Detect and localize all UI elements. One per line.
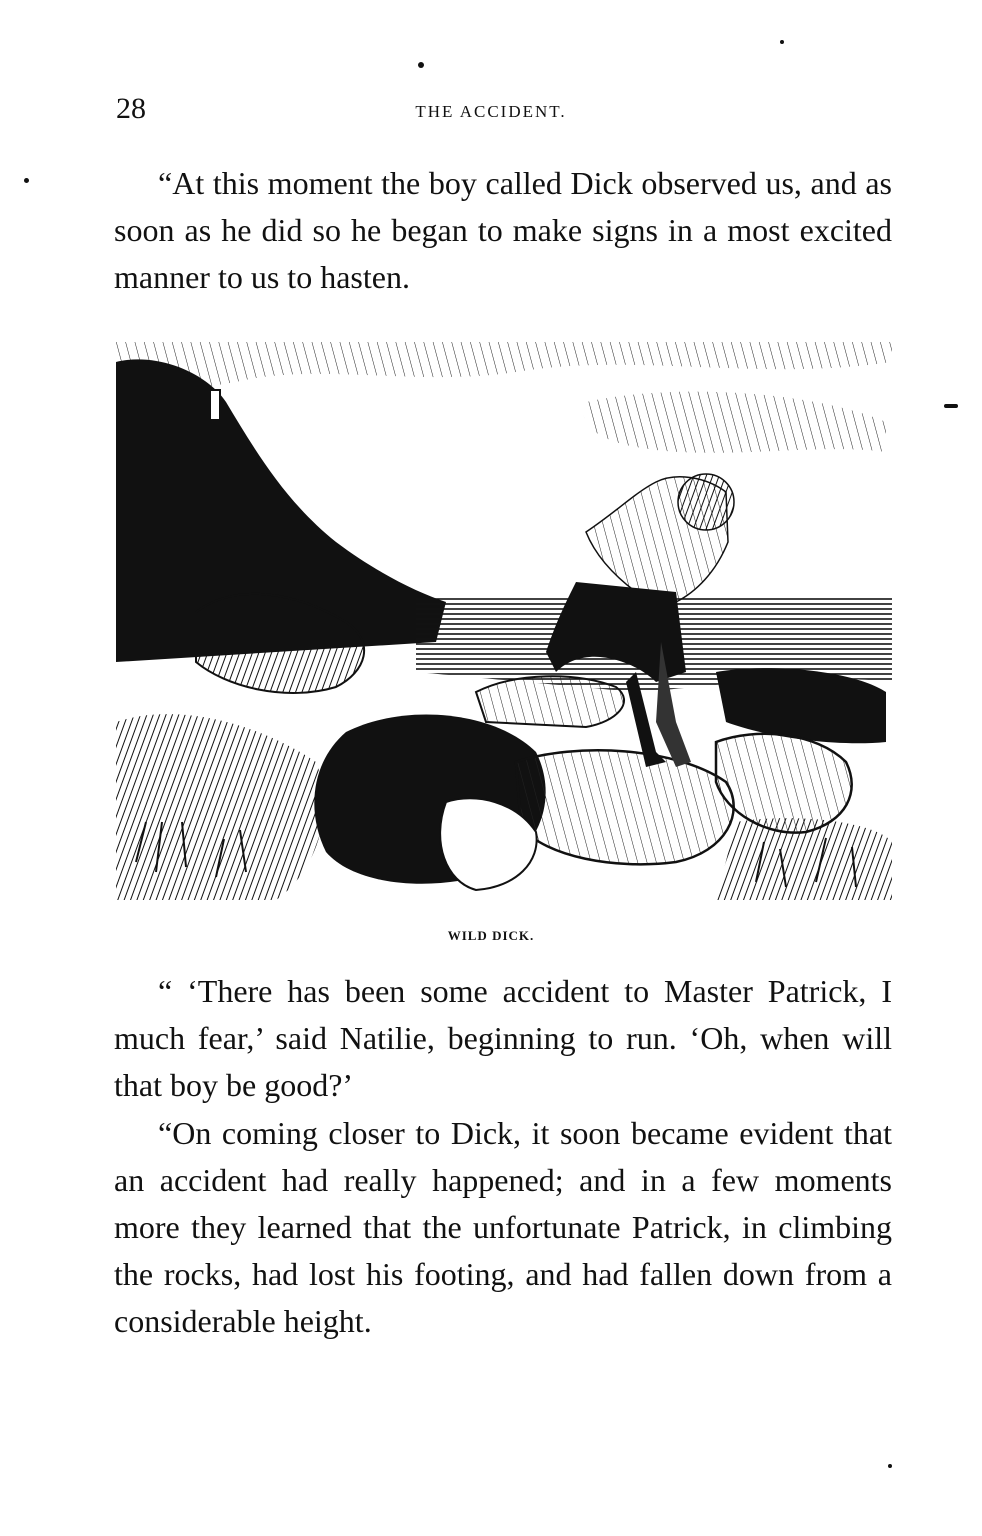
print-speck — [24, 178, 29, 183]
paragraph-3: “On coming closer to Dick, it soon became evident that an accident had really happened; and in a few moments more they learned that the unfortunate Patrick, in climbing the rocks, had lost his footing, and had fallen down from a considerable height. — [114, 1115, 892, 1339]
print-speck — [888, 1464, 892, 1468]
illustration-wild-dick — [116, 342, 892, 900]
print-speck — [944, 404, 958, 408]
illustration-caption: WILD DICK. — [447, 928, 535, 943]
page-number: 28 — [116, 92, 146, 125]
print-speck — [780, 40, 784, 44]
paragraph-2: “ ‘There has been some accident to Master Patrick, I much fear,’ said Natilie, beginning to run. ‘Oh, when will that boy be good?’ — [114, 973, 892, 1103]
running-head: THE ACCIDENT. — [415, 102, 567, 121]
print-speck — [418, 62, 424, 68]
paragraph-1: “At this moment the boy called Dick observed us, and as soon as he did so he began to make signs in a most excited manner to us to hasten. — [114, 165, 892, 295]
